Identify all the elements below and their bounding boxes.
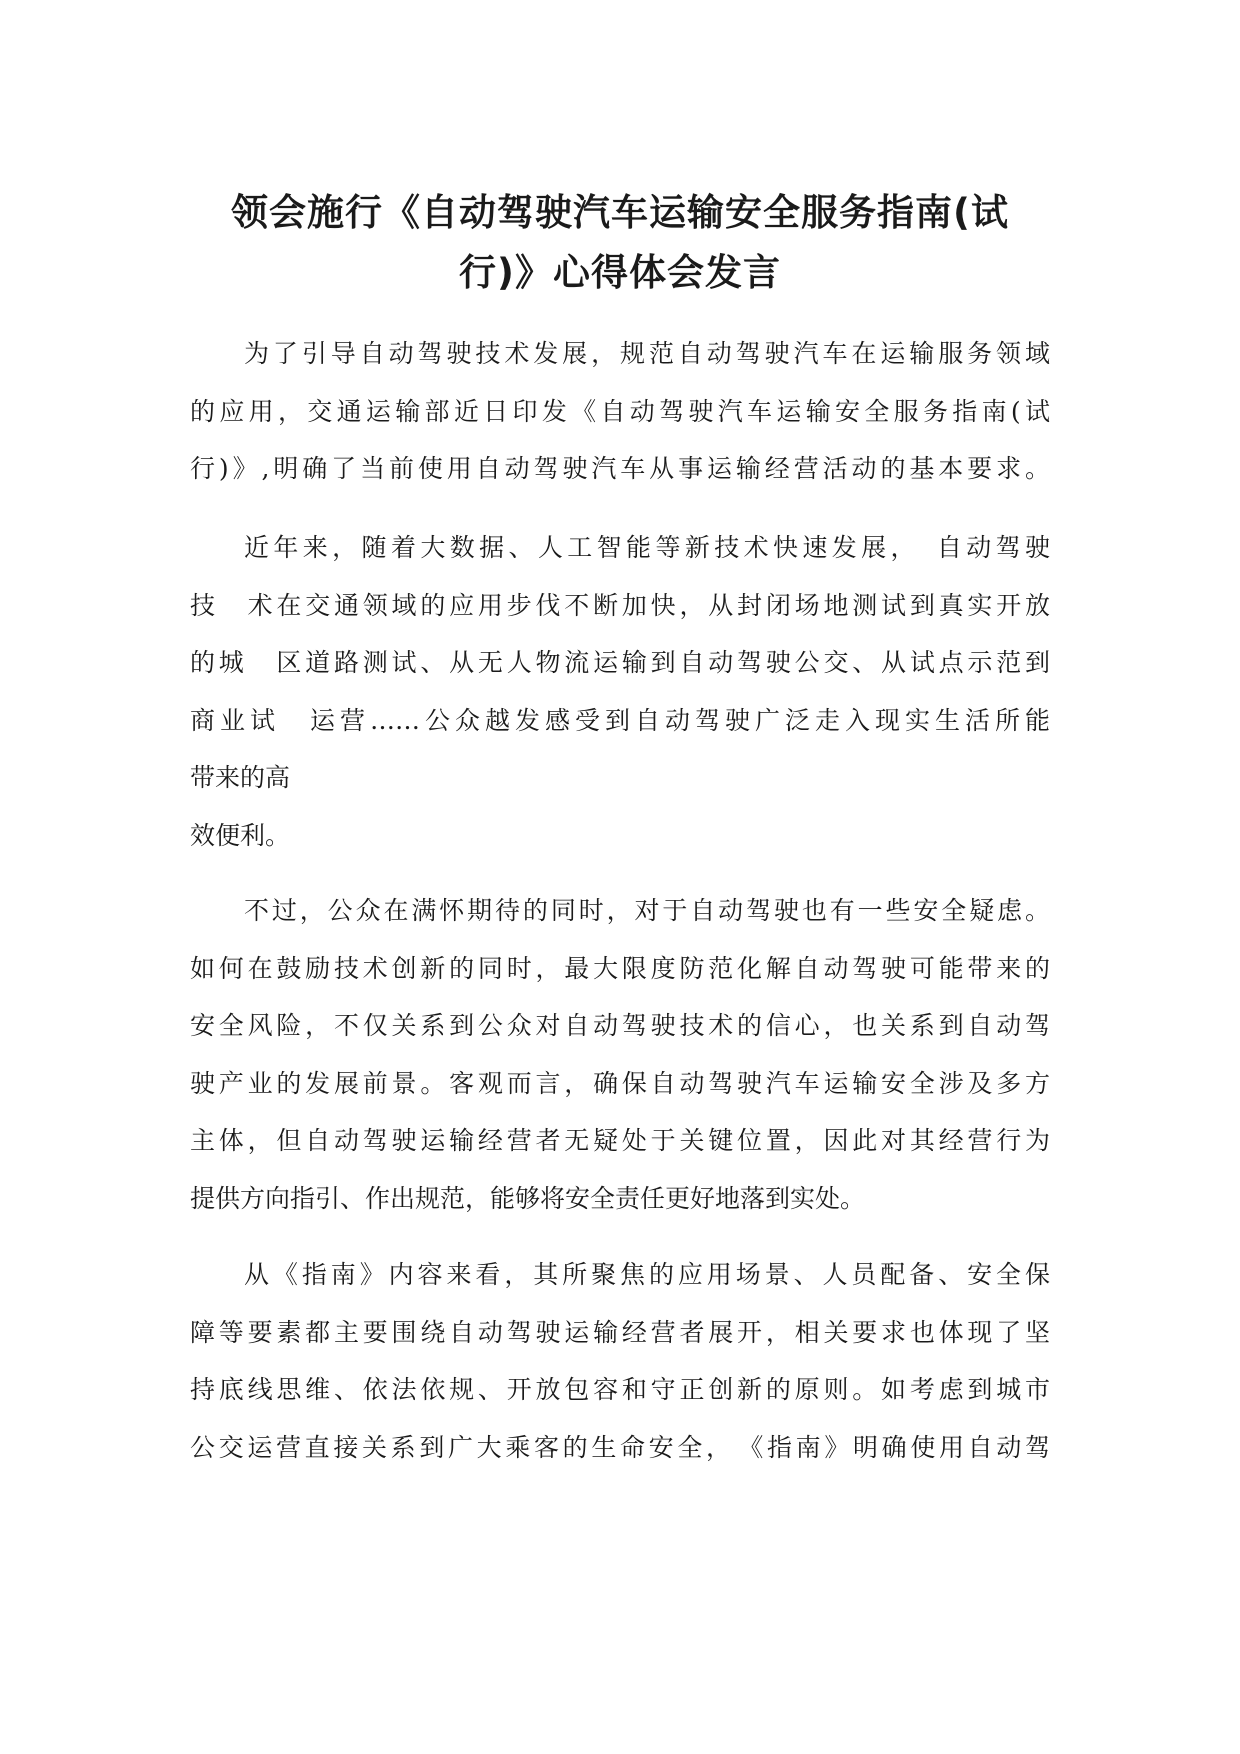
text-line: 技 术在交通领域的应用步伐不断加快，从封闭场地测试到真实开放	[190, 590, 1050, 620]
title-line: 行)》心得体会发言	[459, 251, 781, 294]
text-line: 提供方向指引、作出规范，能够将安全责任更好地落到实处。	[190, 1183, 866, 1213]
text-line: 效便利。	[190, 820, 291, 850]
text-line: 为了引导自动驾驶技术发展，规范自动驾驶汽车在运输服务领域	[244, 339, 1050, 368]
text-line: 的城 区道路测试、从无人物流运输到自动驾驶公交、从试点示范到	[190, 648, 1050, 677]
text-line: 近年来，随着大数据、人工智能等新技术快速发展， 自动驾驶	[244, 533, 1050, 562]
paragraph-safety-concerns	[190, 882, 1050, 1227]
paragraph-intro	[190, 325, 1050, 498]
text-line: 持底线思维、依法依规、开放包容和守正创新的原则。如考虑到城市	[190, 1375, 1050, 1404]
text-line: 从《指南》内容来看，其所聚焦的应用场景、人员配备、安全保	[244, 1260, 1050, 1289]
text-line: 行)》,明确了当前使用自动驾驶汽车从事运输经营活动的基本要求。	[190, 454, 1050, 483]
text-line: 商业试 运营……公众越发感受到自动驾驶广泛走入现实生活所能	[190, 705, 1050, 735]
text-line: 带来的高	[190, 763, 291, 792]
paragraph-guide-content	[190, 1246, 1050, 1476]
document-title	[190, 183, 1050, 303]
paragraph-background	[190, 519, 1050, 864]
text-line: 的应用，交通运输部近日印发《自动驾驶汽车运输安全服务指南(试	[190, 396, 1050, 426]
text-line: 不过，公众在满怀期待的同时，对于自动驾驶也有一些安全疑虑。	[244, 896, 1050, 925]
text-line: 主体，但自动驾驶运输经营者无疑处于关键位置，因此对其经营行为	[190, 1126, 1050, 1155]
text-line: 障等要素都主要围绕自动驾驶运输经营者展开，相关要求也体现了坚	[190, 1317, 1050, 1347]
text-line: 驶产业的发展前景。客观而言，确保自动驾驶汽车运输安全涉及多方	[190, 1068, 1050, 1098]
text-line: 安全风险，不仅关系到公众对自动驾驶技术的信心，也关系到自动驾	[190, 1011, 1050, 1040]
title-line: 领会施行《自动驾驶汽车运输安全服务指南(试	[231, 191, 1009, 234]
text-line: 公交运营直接关系到广大乘客的生命安全， 《指南》明确使用自动驾	[190, 1432, 1050, 1462]
text-line: 如何在鼓励技术创新的同时，最大限度防范化解自动驾驶可能带来的	[190, 953, 1050, 983]
